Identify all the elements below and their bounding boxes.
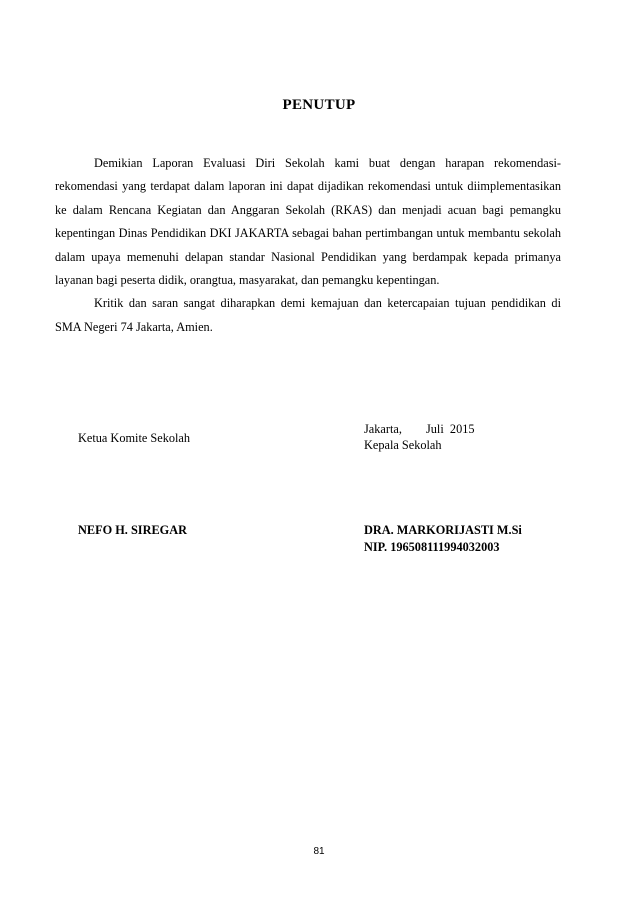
page-number: 81 bbox=[313, 846, 325, 857]
signing-place: Jakarta, bbox=[364, 422, 402, 436]
paragraph-1: Demikian Laporan Evaluasi Diri Sekolah kami buat dengan harapan rekomendasi-rekomendasi yang terdapat dalam laporan ini dapat dijadikan rekomendasi untuk diimplementasikan ke dalam Rencana Kegiatan dan Anggaran Sekolah (RKAS) dan menjadi acuan bagi pemangku kepentingan Dinas Pendidikan DKI JAKARTA sebagai bahan pertimbangan untuk membantu sekolah dalam upaya memenuhi delapan standar Nasional Pendidikan yang berdampak kepada primanya layanan bagi peserta didik, orangtua, masyarakat, dan pemangku kepentingan. bbox=[55, 156, 561, 288]
left-signatory-role: Ketua Komite Sekolah bbox=[78, 431, 191, 445]
right-signatory-name: DRA. MARKORIJASTI M.Si bbox=[364, 523, 522, 537]
closing-text bbox=[55, 152, 561, 339]
right-signatory-nip: NIP. 196508111994032003 bbox=[364, 540, 500, 554]
paragraph-2: Kritik dan saran sangat diharapkan demi kemajuan dan ketercapaian tujuan pendidikan di SMA Negeri 74 Jakarta, Amien. bbox=[55, 296, 561, 334]
left-signatory-name: NEFO H. SIREGAR bbox=[78, 523, 187, 537]
signing-place-date bbox=[364, 421, 475, 438]
right-signatory-role: Kepala Sekolah bbox=[364, 438, 442, 452]
signing-date: Juli 2015 bbox=[426, 422, 475, 436]
page-title: PENUTUP bbox=[282, 97, 356, 113]
